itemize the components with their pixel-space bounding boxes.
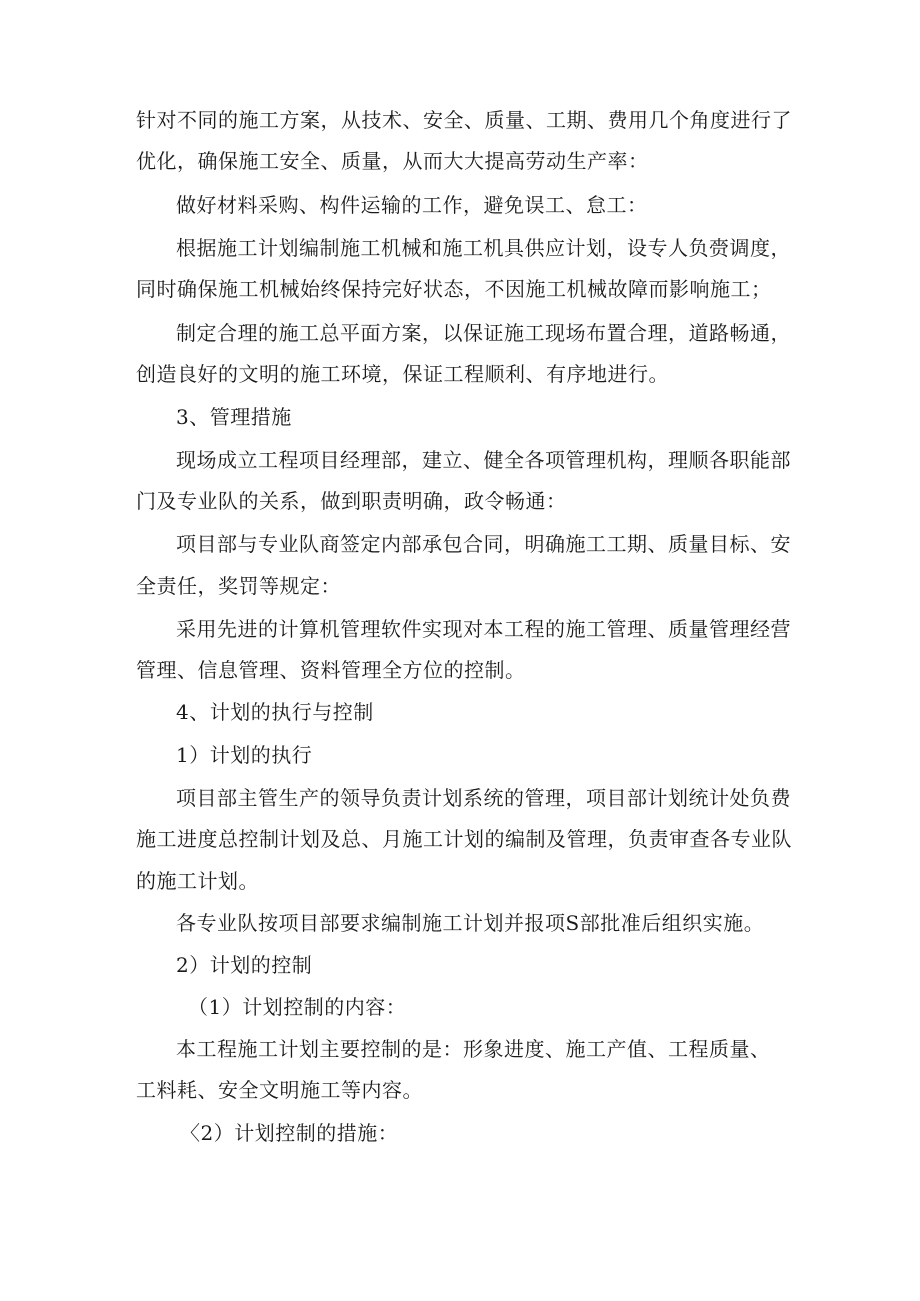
subsection-heading: 2）计划的控制 — [176, 953, 313, 977]
text-line: 施工进度总控制计划及总、月施工计划的编制及管理，负责审查各专业队 — [136, 827, 792, 851]
text-line: 采用先进的计算机管理软件实现对本工程的施工管理、质量管理经营 — [176, 617, 791, 641]
text-line: 各专业队按项目部要求编制施工计划并报项S部批准后组织实施。 — [176, 911, 765, 935]
text-line: 制定合理的施工总平面方案，以保证施工现场布置合理，道路畅通， — [176, 321, 791, 345]
text-line: 门及专业队的关系，做到职责明确，政令畅通： — [136, 489, 567, 513]
text-line: 项目部与专业队商签定内部承包合同，明确施工工期、质量目标、安 — [176, 532, 791, 556]
text-line: 的施工计划。 — [136, 869, 259, 893]
text-line: 工料耗、安全文明施工等内容。 — [136, 1078, 423, 1102]
text-line: 项目部主管生产的领导负责计划系统的管理，项目部计划统计处负费 — [176, 786, 791, 810]
text-line: 同时确保施工机械始终保持完好状态，不因施工机械故障而影响施工； — [136, 277, 772, 301]
section-heading: 4、计划的执行与控制 — [176, 700, 374, 724]
subsection-heading: 〈2）计划控制的措施： — [180, 1121, 399, 1145]
section-heading: 3、管理措施 — [176, 405, 292, 429]
text-line: 管理、信息管理、资料管理全方位的控制。 — [136, 658, 526, 682]
text-line: 现场成立工程项目经理部，建立、健全各项管理机构，理顺各职能部 — [176, 448, 791, 472]
text-line: 根据施工计划编制施工机械和施工机具供应计划，设专人负赍调度， — [176, 236, 791, 260]
subsection-heading: 1）计划的执行 — [176, 743, 313, 767]
text-line: 本工程施工计划主要控制的是：形象进度、施工产值、工程质量、 — [176, 1037, 771, 1061]
text-line: 针对不同的施工方案，从技术、安全、质量、工期、费用几个角度进行了 — [136, 108, 792, 132]
subsection-heading: （1）计划控制的内容： — [188, 995, 407, 1019]
text-line: 全责任，奖罚等规定： — [136, 574, 341, 598]
text-line: 创造良好的文明的施工环境，保证工程顺利、有序地进行。 — [136, 362, 669, 386]
text-line: 做好材料采购、构件运输的工作，避免误工、怠工： — [176, 193, 648, 217]
text-line: 优化，确保施工安全、质量，从而大大提高劳动生产率： — [136, 149, 649, 173]
